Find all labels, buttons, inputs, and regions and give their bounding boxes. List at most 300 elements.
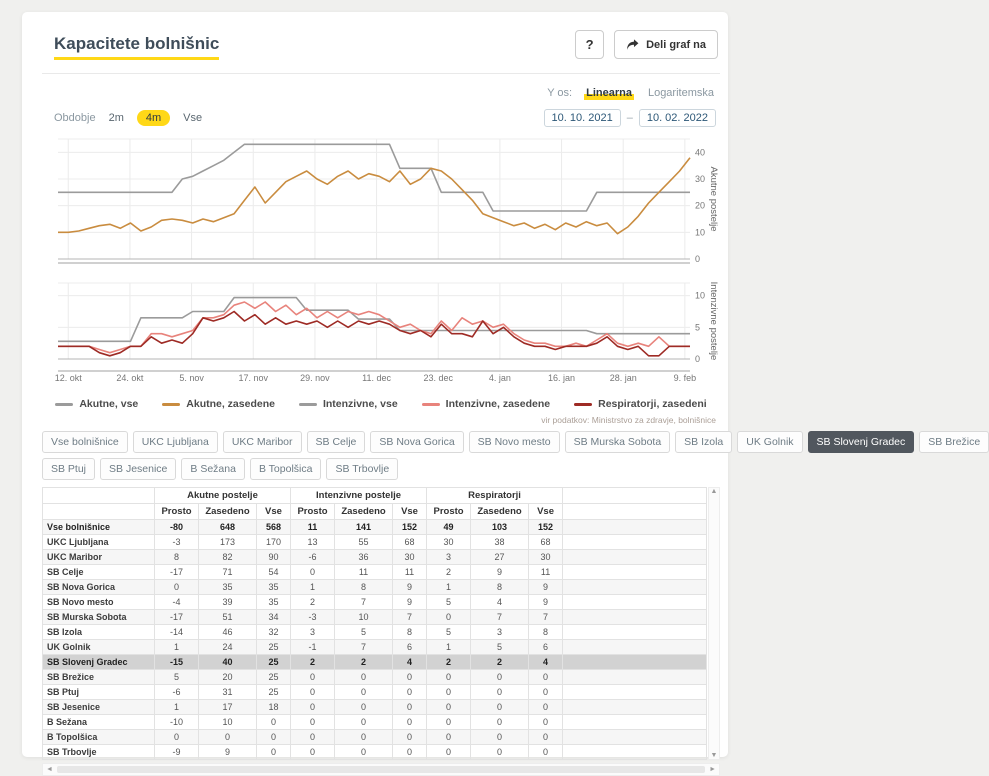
table-cell: 1 <box>427 580 471 595</box>
filter-button-sb-slovenj-gradec[interactable]: SB Slovenj Gradec <box>808 431 915 453</box>
table-cell: 0 <box>291 745 335 760</box>
filter-button-sb-bre-ice[interactable]: SB Brežice <box>919 431 989 453</box>
table-cell: 0 <box>291 565 335 580</box>
yaxis-scale-label: Y os: <box>547 87 573 99</box>
table-filler-cell <box>563 625 707 640</box>
table-row-sb-jesenice <box>43 700 707 715</box>
subheader-vse: Vse <box>529 504 563 520</box>
table-filler-cell <box>563 565 707 580</box>
row-name-cell: SB Slovenj Gradec <box>43 655 155 670</box>
table-cell: 9 <box>529 580 563 595</box>
table-row-uk-golnik <box>43 640 707 655</box>
table-cell: 25 <box>257 655 291 670</box>
table-cell: 0 <box>471 700 529 715</box>
table-row-sb-nova-gorica <box>43 580 707 595</box>
table-cell: 2 <box>291 595 335 610</box>
table-cell: 5 <box>471 640 529 655</box>
table-cell: 0 <box>155 580 199 595</box>
table-cell: 0 <box>335 715 393 730</box>
filter-button-b-se-ana[interactable]: B Sežana <box>181 458 245 480</box>
period-buttons <box>54 110 206 126</box>
filter-button-sb-jesenice[interactable]: SB Jesenice <box>100 458 176 480</box>
scroll-left-icon[interactable]: ◄ <box>46 766 53 773</box>
row-name-cell: SB Ptuj <box>43 685 155 700</box>
table-cell: 6 <box>529 640 563 655</box>
table-filler-cell <box>563 670 707 685</box>
row-name-cell: B Sežana <box>43 715 155 730</box>
legend-label: Intenzivne, zasedene <box>445 398 551 410</box>
table-row-ukc-ljubljana <box>43 535 707 550</box>
table-cell: -3 <box>155 535 199 550</box>
table-cell: 30 <box>393 550 427 565</box>
y-tick-label: 0 <box>695 254 701 264</box>
table-cell: 7 <box>393 610 427 625</box>
table-corner-cell-2 <box>43 504 155 520</box>
table-cell: 0 <box>471 715 529 730</box>
table-cell: 25 <box>257 685 291 700</box>
table-row-sb-trbovlje <box>43 745 707 760</box>
table-filler-cell <box>563 685 707 700</box>
table-cell: 5 <box>427 595 471 610</box>
table-cell: 5 <box>427 625 471 640</box>
card-header <box>42 28 720 60</box>
table-row-sb-murska-sobota <box>43 610 707 625</box>
table-cell: 0 <box>529 670 563 685</box>
table-cell: 8 <box>155 550 199 565</box>
x-tick-label-29-nov: 29. nov <box>300 373 330 383</box>
table-cell: -17 <box>155 565 199 580</box>
filter-button-sb-celje[interactable]: SB Celje <box>307 431 366 453</box>
table-cell: 30 <box>427 535 471 550</box>
table-row-sb-slovenj-gradec <box>43 655 707 670</box>
table-cell: 71 <box>199 565 257 580</box>
y-axis-title: Akutne postelje <box>708 166 719 232</box>
table-cell: 31 <box>199 685 257 700</box>
table-horizontal-scrollbar[interactable] <box>42 763 720 776</box>
x-tick-label-9-feb: 9. feb <box>673 373 697 383</box>
horizontal-scroll-thumb[interactable] <box>57 766 705 773</box>
filter-button-sb-nova-gorica[interactable]: SB Nova Gorica <box>370 431 463 453</box>
table-cell: 7 <box>335 595 393 610</box>
table-cell: 173 <box>199 535 257 550</box>
table-cell: 9 <box>393 595 427 610</box>
table-cell: 11 <box>393 565 427 580</box>
chart-card <box>22 12 981 773</box>
y-tick-label: 10 <box>695 290 706 301</box>
table-cell: 568 <box>257 520 291 535</box>
table-cell: 3 <box>427 550 471 565</box>
subheader-zasedeno: Zasedeno <box>471 504 529 520</box>
table-cell: 82 <box>199 550 257 565</box>
table-row-sb-ptuj <box>43 685 707 700</box>
row-name-cell: SB Brežice <box>43 670 155 685</box>
table-cell: 8 <box>529 625 563 640</box>
table-cell: 9 <box>393 580 427 595</box>
row-name-cell: UK Golnik <box>43 640 155 655</box>
legend-item-intenzivne-zasedene[interactable] <box>422 398 550 410</box>
table-cell: 152 <box>393 520 427 535</box>
table-cell: 10 <box>335 610 393 625</box>
header-buttons <box>575 30 718 59</box>
table-cell: 0 <box>471 745 529 760</box>
table-cell: 2 <box>291 655 335 670</box>
table-cell: 2 <box>427 655 471 670</box>
table-cell: 0 <box>155 730 199 745</box>
row-name-cell: SB Trbovlje <box>43 745 155 760</box>
table-cell: 35 <box>257 595 291 610</box>
table-cell: 0 <box>529 715 563 730</box>
y-tick-label: 40 <box>695 147 706 158</box>
table-filler-cell <box>563 745 707 760</box>
table-filler-cell <box>563 655 707 670</box>
row-name-cell: UKC Maribor <box>43 550 155 565</box>
table-cell: -9 <box>155 745 199 760</box>
table-cell: -3 <box>291 610 335 625</box>
date-to-input[interactable]: 10. 02. 2022 <box>639 109 716 127</box>
period-button-2m[interactable]: 2m <box>108 112 124 124</box>
y-tick-label: 5 <box>695 322 701 333</box>
table-cell: 0 <box>393 700 427 715</box>
table-cell: 0 <box>257 730 291 745</box>
table-cell: 18 <box>257 700 291 715</box>
table-cell: 0 <box>393 745 427 760</box>
filter-button-sb-trbovlje[interactable]: SB Trbovlje <box>326 458 398 480</box>
date-range <box>544 109 716 127</box>
subheader-zasedeno: Zasedeno <box>335 504 393 520</box>
table-cell: 0 <box>529 745 563 760</box>
row-name-cell: SB Novo mesto <box>43 595 155 610</box>
legend-item-akutne-vse[interactable] <box>55 398 138 410</box>
row-name-cell: SB Nova Gorica <box>43 580 155 595</box>
legend-dash-icon <box>574 403 592 406</box>
table-cell: -15 <box>155 655 199 670</box>
table-cell: 0 <box>291 700 335 715</box>
table-cell: 30 <box>529 550 563 565</box>
filter-button-sb-novo-mesto[interactable]: SB Novo mesto <box>469 431 560 453</box>
table-cell: 0 <box>393 730 427 745</box>
legend-label: Akutne, zasedene <box>186 398 275 410</box>
table-cell: 0 <box>335 670 393 685</box>
table-row-sb-bre-ice <box>43 670 707 685</box>
subheader-prosto: Prosto <box>155 504 199 520</box>
charts-area <box>42 133 720 386</box>
table-row-vse-bolni-nice <box>43 520 707 535</box>
table-cell: 20 <box>199 670 257 685</box>
table-cell: 103 <box>471 520 529 535</box>
table-cell: 35 <box>257 580 291 595</box>
table-row-sb-novo-mesto <box>43 595 707 610</box>
yaxis-option-log[interactable]: Logaritemska <box>647 87 714 99</box>
series-intenzivne-vse <box>58 298 690 342</box>
table-cell: 0 <box>427 700 471 715</box>
group-header-respiratorji: Respiratorji <box>427 488 563 504</box>
row-name-cell: SB Celje <box>43 565 155 580</box>
table-cell: 0 <box>393 715 427 730</box>
x-tick-label-5-nov: 5. nov <box>179 373 204 383</box>
y-tick-label: 20 <box>695 200 706 211</box>
table-row-b-se-ana <box>43 715 707 730</box>
chart-legend <box>42 398 720 410</box>
row-name-cell: UKC Ljubljana <box>43 535 155 550</box>
table-cell: 46 <box>199 625 257 640</box>
subheader-prosto: Prosto <box>291 504 335 520</box>
scroll-down-icon[interactable]: ▼ <box>710 752 718 759</box>
table-cell: 1 <box>291 580 335 595</box>
table-filler-cell <box>563 700 707 715</box>
x-tick-label-16-jan: 16. jan <box>548 373 576 383</box>
table-cell: 0 <box>257 715 291 730</box>
scroll-up-icon[interactable]: ▲ <box>710 488 718 495</box>
period-label: Obdobje <box>54 112 96 124</box>
table-cell: 36 <box>335 550 393 565</box>
table-filler-cell <box>563 715 707 730</box>
table-filler-cell <box>563 730 707 745</box>
row-name-cell: SB Murska Sobota <box>43 610 155 625</box>
capacity-table <box>42 487 707 760</box>
table-cell: -80 <box>155 520 199 535</box>
table-cell: 68 <box>393 535 427 550</box>
icu-beds-chart[interactable] <box>42 273 720 373</box>
table-cell: 9 <box>471 565 529 580</box>
table-filler-cell <box>563 595 707 610</box>
filter-button-ukc-maribor[interactable]: UKC Maribor <box>223 431 302 453</box>
table-cell: 10 <box>199 715 257 730</box>
table-cell: 141 <box>335 520 393 535</box>
table-filler-header-2 <box>563 504 707 520</box>
table-cell: -10 <box>155 715 199 730</box>
legend-label: Intenzivne, vse <box>322 398 398 410</box>
table-cell: 2 <box>471 655 529 670</box>
share-button[interactable] <box>614 30 718 59</box>
filter-button-uk-golnik[interactable]: UK Golnik <box>737 431 802 453</box>
filter-button-b-topol-ica[interactable]: B Topolšica <box>250 458 322 480</box>
table-cell: 0 <box>427 745 471 760</box>
table-cell: 0 <box>199 730 257 745</box>
y-tick-label: 30 <box>695 174 706 184</box>
legend-label: Akutne, vse <box>79 398 139 410</box>
table-cell: -14 <box>155 625 199 640</box>
table-cell: -4 <box>155 595 199 610</box>
table-cell: 11 <box>291 520 335 535</box>
table-cell: 9 <box>529 595 563 610</box>
table-cell: 3 <box>291 625 335 640</box>
table-cell: 1 <box>155 700 199 715</box>
filter-button-sb-izola[interactable]: SB Izola <box>675 431 732 453</box>
table-cell: 1 <box>155 640 199 655</box>
yaxis-option-linear[interactable]: Linearna <box>586 87 632 99</box>
table-cell: 17 <box>199 700 257 715</box>
table-cell: 4 <box>529 655 563 670</box>
table-cell: 0 <box>335 700 393 715</box>
table-cell: 0 <box>257 745 291 760</box>
table-cell: -6 <box>291 550 335 565</box>
table-filler-cell <box>563 535 707 550</box>
table-cell: 38 <box>471 535 529 550</box>
help-button[interactable]: ? <box>575 30 604 59</box>
subheader-zasedeno: Zasedeno <box>199 504 257 520</box>
table-cell: 0 <box>335 730 393 745</box>
table-cell: 68 <box>529 535 563 550</box>
table-cell: 90 <box>257 550 291 565</box>
table-cell: 24 <box>199 640 257 655</box>
table-cell: 648 <box>199 520 257 535</box>
table-cell: 0 <box>427 730 471 745</box>
table-cell: -6 <box>155 685 199 700</box>
table-cell: 0 <box>427 610 471 625</box>
subheader-vse: Vse <box>257 504 291 520</box>
table-cell: 0 <box>291 685 335 700</box>
table-cell: 152 <box>529 520 563 535</box>
table-cell: 0 <box>335 745 393 760</box>
table-cell: 170 <box>257 535 291 550</box>
y-tick-label: 10 <box>695 227 706 238</box>
x-tick-label-17-nov: 17. nov <box>238 373 269 383</box>
share-icon <box>626 39 639 51</box>
table-cell: 0 <box>427 685 471 700</box>
hospital-filter-row-2 <box>42 458 720 480</box>
table-cell: 54 <box>257 565 291 580</box>
group-header-akutne-postelje: Akutne postelje <box>155 488 291 504</box>
table-cell: 32 <box>257 625 291 640</box>
header-divider <box>42 73 720 74</box>
table-row-b-topol-ica <box>43 730 707 745</box>
x-tick-label-28-jan: 28. jan <box>609 373 637 383</box>
table-cell: 0 <box>529 685 563 700</box>
legend-dash-icon <box>422 403 440 406</box>
table-cell: 0 <box>471 670 529 685</box>
filter-button-vse-bolni-nice[interactable]: Vse bolnišnice <box>42 431 128 453</box>
row-name-cell: SB Jesenice <box>43 700 155 715</box>
legend-dash-icon <box>299 403 317 406</box>
table-cell: 8 <box>471 580 529 595</box>
y-tick-label: 0 <box>695 354 701 364</box>
table-cell: 0 <box>529 730 563 745</box>
period-button-vse[interactable]: Vse <box>183 112 203 124</box>
table-cell: 51 <box>199 610 257 625</box>
table-cell: 39 <box>199 595 257 610</box>
table-vertical-scrollbar[interactable] <box>708 487 720 760</box>
x-tick-label-24-okt: 24. okt <box>116 373 144 383</box>
legend-item-intenzivne-vse[interactable] <box>299 398 398 410</box>
table-cell: 7 <box>335 640 393 655</box>
table-cell: 0 <box>427 670 471 685</box>
filter-button-sb-murska-sobota[interactable]: SB Murska Sobota <box>565 431 671 453</box>
filter-button-ukc-ljubljana[interactable]: UKC Ljubljana <box>133 431 218 453</box>
table-row-sb-izola <box>43 625 707 640</box>
table-cell: 0 <box>471 685 529 700</box>
acute-beds-chart[interactable] <box>42 133 720 265</box>
page-title: Kapacitete bolnišnic <box>54 34 219 60</box>
table-cell: 0 <box>291 730 335 745</box>
table-cell: 27 <box>471 550 529 565</box>
table-cell: 8 <box>393 625 427 640</box>
table-cell: 0 <box>393 685 427 700</box>
hospital-filters <box>42 431 981 480</box>
table-row-sb-celje <box>43 565 707 580</box>
row-name-cell: Vse bolnišnice <box>43 520 155 535</box>
period-row <box>54 109 716 127</box>
table-filler-header <box>563 488 707 504</box>
table-cell: 5 <box>155 670 199 685</box>
date-range-separator: – <box>626 112 633 124</box>
x-tick-label-4-jan: 4. jan <box>488 373 511 383</box>
table-corner-cell <box>43 488 155 504</box>
table-cell: 3 <box>471 625 529 640</box>
table-cell: 25 <box>257 640 291 655</box>
table-cell: 34 <box>257 610 291 625</box>
series-akutne-vse <box>58 144 690 211</box>
table-cell: 2 <box>335 655 393 670</box>
subheader-vse: Vse <box>393 504 427 520</box>
table-filler-cell <box>563 640 707 655</box>
capacity-table-zone <box>42 487 720 760</box>
table-cell: 2 <box>427 565 471 580</box>
table-cell: -1 <box>291 640 335 655</box>
table-cell: 11 <box>335 565 393 580</box>
table-cell: 1 <box>427 640 471 655</box>
data-source-note: vir podatkov: Ministrstvo za zdravje, bolnišnice <box>541 415 716 425</box>
table-cell: 8 <box>335 580 393 595</box>
table-cell: 25 <box>257 670 291 685</box>
table-subheader-row <box>43 504 707 520</box>
chart-svg <box>42 273 720 373</box>
table-cell: 0 <box>335 685 393 700</box>
table-filler-cell <box>563 610 707 625</box>
table-cell: 9 <box>199 745 257 760</box>
table-cell: 13 <box>291 535 335 550</box>
x-tick-label-23-dec: 23. dec <box>423 373 453 383</box>
table-cell: 5 <box>335 625 393 640</box>
chart-svg <box>42 133 720 265</box>
table-group-header-row <box>43 488 707 504</box>
hospital-filter-row-1 <box>42 431 981 453</box>
table-cell: 55 <box>335 535 393 550</box>
legend-item-akutne-zasedene[interactable] <box>162 398 275 410</box>
yaxis-scale-row <box>42 86 716 100</box>
x-tick-label-11-dec: 11. dec <box>362 373 391 383</box>
legend-dash-icon <box>162 403 180 406</box>
share-button-label: Deli graf na <box>646 38 706 51</box>
filter-button-sb-ptuj[interactable]: SB Ptuj <box>42 458 95 480</box>
table-cell: 49 <box>427 520 471 535</box>
table-filler-cell <box>563 550 707 565</box>
period-button-4m[interactable]: 4m <box>137 110 170 126</box>
table-cell: 0 <box>291 670 335 685</box>
group-header-intenzivne-postelje: Intenzivne postelje <box>291 488 427 504</box>
legend-label: Respiratorji, zasedeni <box>598 398 707 410</box>
table-cell: 7 <box>471 610 529 625</box>
table-cell: 0 <box>529 700 563 715</box>
legend-item-respiratorji-zasedeni[interactable] <box>574 398 707 410</box>
legend-dash-icon <box>55 403 73 406</box>
table-row-ukc-maribor <box>43 550 707 565</box>
row-name-cell: SB Izola <box>43 625 155 640</box>
date-from-input[interactable]: 10. 10. 2021 <box>544 109 621 127</box>
row-name-cell: B Topolšica <box>43 730 155 745</box>
y-axis-title: Intenzivne postelje <box>708 281 719 361</box>
table-cell: 4 <box>393 655 427 670</box>
table-cell: 4 <box>471 595 529 610</box>
table-cell: 0 <box>393 670 427 685</box>
table-cell: 0 <box>427 715 471 730</box>
scroll-right-icon[interactable]: ► <box>709 766 716 773</box>
table-cell: 40 <box>199 655 257 670</box>
subheader-prosto: Prosto <box>427 504 471 520</box>
table-cell: -17 <box>155 610 199 625</box>
x-tick-label-12-okt: 12. okt <box>54 373 82 383</box>
table-cell: 7 <box>529 610 563 625</box>
table-filler-cell <box>563 520 707 535</box>
